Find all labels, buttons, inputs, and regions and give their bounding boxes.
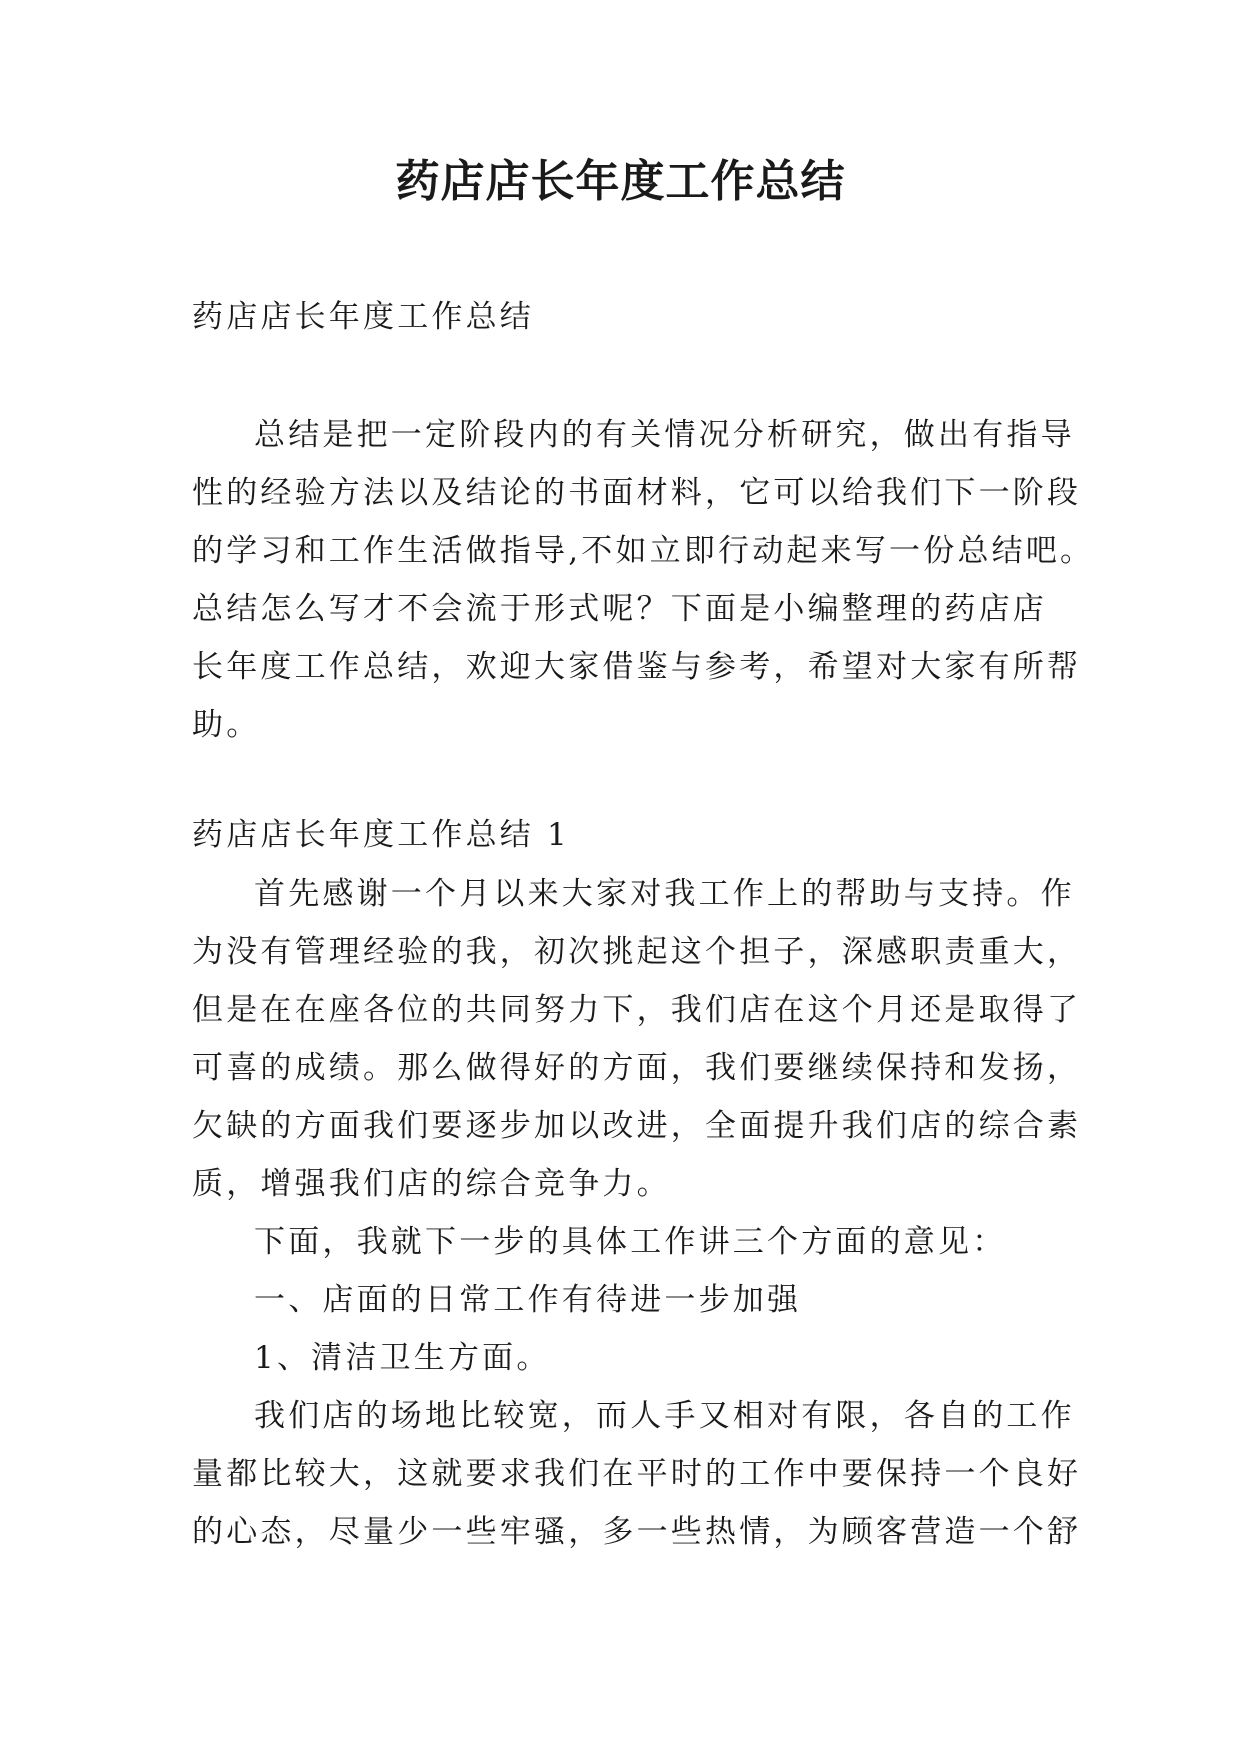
intro-line: 长年度工作总结，欢迎大家借鉴与参考，希望对大家有所帮	[192, 649, 1082, 685]
document-subtitle: 药店店长年度工作总结	[192, 299, 534, 335]
intro-line: 总结怎么写才不会流于形式呢？下面是小编整理的药店店	[192, 591, 1047, 627]
paragraph-line: 量都比较大，这就要求我们在平时的工作中要保持一个良好	[192, 1456, 1082, 1492]
intro-line: 的学习和工作生活做指导,不如立即行动起来写一份总结吧。	[192, 533, 1095, 569]
paragraph-line: 我们店的场地比较宽，而人手又相对有限，各自的工作	[254, 1398, 1075, 1434]
list-item-heading: 一、店面的日常工作有待进一步加强	[254, 1282, 802, 1318]
intro-line: 性的经验方法以及结论的书面材料，它可以给我们下一阶段	[192, 475, 1082, 511]
paragraph-line: 下面，我就下一步的具体工作讲三个方面的意见：	[254, 1224, 1007, 1260]
paragraph-line: 的心态，尽量少一些牢骚，多一些热情，为顾客营造一个舒	[192, 1514, 1082, 1550]
paragraph-line: 为没有管理经验的我，初次挑起这个担子，深感职责重大，	[192, 934, 1082, 970]
document-title: 药店店长年度工作总结	[395, 156, 846, 207]
paragraph-line: 欠缺的方面我们要逐步加以改进，全面提升我们店的综合素	[192, 1108, 1082, 1144]
paragraph-line: 可喜的成绩。那么做得好的方面，我们要继续保持和发扬，	[192, 1050, 1082, 1086]
paragraph-line: 但是在在座各位的共同努力下，我们店在这个月还是取得了	[192, 992, 1082, 1028]
paragraph-line: 首先感谢一个月以来大家对我工作上的帮助与支持。作	[254, 876, 1075, 912]
section-heading: 药店店长年度工作总结 1	[192, 817, 570, 853]
intro-line: 总结是把一定阶段内的有关情况分析研究，做出有指导	[254, 417, 1075, 453]
list-item-subheading: 1、清洁卫生方面。	[254, 1340, 551, 1376]
paragraph-line: 质，增强我们店的综合竞争力。	[192, 1166, 671, 1202]
intro-line: 助。	[192, 707, 261, 743]
